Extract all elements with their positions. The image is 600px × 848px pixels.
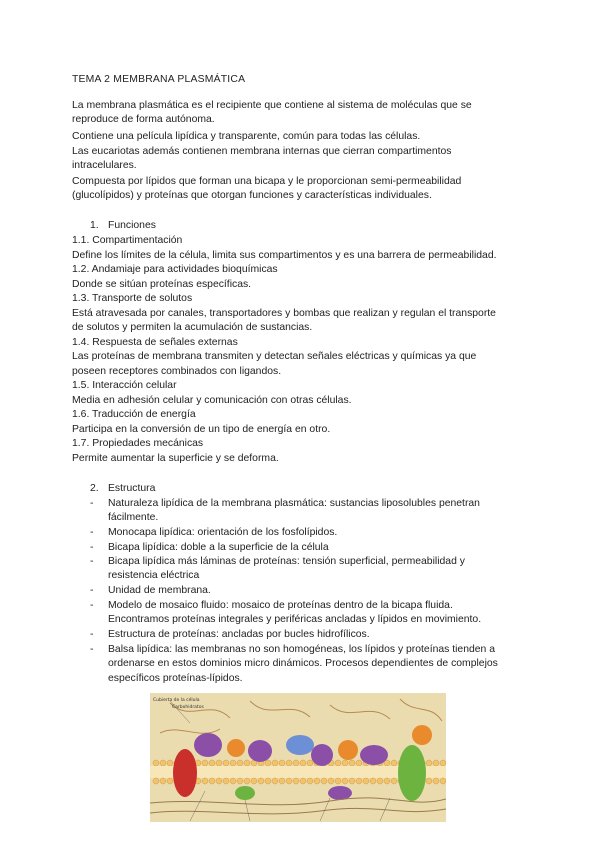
protein-purple xyxy=(360,745,388,765)
bullet-text: Modelo de mosaico fluido: mosaico de proteínas dentro de la bicapa fluida. xyxy=(108,600,453,611)
bullet-text: Bicapa lipídica: doble a la superficie de la célula xyxy=(108,542,329,553)
protein-orange xyxy=(227,739,245,757)
subsection-heading: 1.5. Interacción celular xyxy=(72,380,177,391)
intro-line: reproduce de forma autónoma. xyxy=(72,114,215,125)
subsection-heading: 1.4. Respuesta de señales externas xyxy=(72,337,238,348)
bullet-dash: - xyxy=(90,629,94,640)
subsection-heading: 1.1. Compartimentación xyxy=(72,235,183,246)
section-number: 2. xyxy=(90,483,99,494)
section-number: 1. xyxy=(90,220,99,231)
intro-line: (glucolípidos) y proteínas que otorgan funciones y características individuales. xyxy=(72,190,432,201)
bullet-dash: - xyxy=(90,600,94,611)
bullet-dash: - xyxy=(90,585,94,596)
body-line: poseen receptores combinados con ligandos. xyxy=(72,366,282,377)
subsection-heading: 1.2. Andamiaje para actividades bioquímicas xyxy=(72,264,278,275)
bullet-text: Monocapa lipídica: orientación de los fosfolípidos. xyxy=(108,527,338,538)
bullet-text: Balsa lipídica: las membranas no son homogéneas, los lípidos y proteínas tienden a xyxy=(108,644,495,655)
protein-blue xyxy=(286,735,314,755)
subsection-heading: 1.3. Transporte de solutos xyxy=(72,293,193,304)
bullet-text: Bicapa lipídica más láminas de proteínas: tensión superficial, permeabilidad y xyxy=(108,556,465,567)
protein-purple xyxy=(194,733,222,757)
bullet-dash: - xyxy=(90,644,94,655)
section-heading: Funciones xyxy=(108,220,156,231)
protein-purple xyxy=(311,744,333,766)
bullet-text: Unidad de membrana. xyxy=(108,585,211,596)
bullet-text: resistencia eléctrica xyxy=(108,570,200,581)
bullet-text: fácilmente. xyxy=(108,512,159,523)
body-line: Media en adhesión celular y comunicación con otras células. xyxy=(72,395,352,406)
bullet-dash: - xyxy=(90,498,94,509)
protein-red xyxy=(173,749,197,797)
figure-label: Carbohidratos xyxy=(172,705,204,710)
protein-purple xyxy=(248,740,272,762)
intro-line: Compuesta por lípidos que forman una bicapa y le proporcionan semi-permeabilidad xyxy=(72,176,462,187)
bullet-text: específicos proteínas-lípidos. xyxy=(108,673,243,684)
protein-purple xyxy=(328,786,352,800)
bullet-dash: - xyxy=(90,556,94,567)
membrane-illustration xyxy=(150,693,446,822)
bullet-text: Estructura de proteínas: ancladas por bucles hidrofílicos. xyxy=(108,629,370,640)
page-title: TEMA 2 MEMBRANA PLASMÁTICA xyxy=(72,74,246,85)
bullet-dash: - xyxy=(90,527,94,538)
bullet-text: Naturaleza lipídica de la membrana plasmática: sustancias liposolubles penetran xyxy=(108,498,480,509)
intro-line: La membrana plasmática es el recipiente que contiene al sistema de moléculas que se xyxy=(72,100,472,111)
bullet-dash: - xyxy=(90,542,94,553)
protein-green xyxy=(235,786,255,800)
body-line: Las proteínas de membrana transmiten y detectan señales eléctricas y químicas ya que xyxy=(72,351,477,362)
section-heading: Estructura xyxy=(108,483,156,494)
protein-orange xyxy=(338,740,358,760)
bullet-text: ordenarse en estos dominios micro dinámicos. Procesos dependientes de complejos xyxy=(108,658,498,669)
intro-line: Contiene una película lipídica y transparente, común para todas las células. xyxy=(72,131,421,142)
intro-line: intracelulares. xyxy=(72,160,137,171)
body-line: de solutos y permiten la acumulación de sustancias. xyxy=(72,322,313,333)
protein-green xyxy=(398,745,426,801)
body-line: Define los límites de la célula, limita sus compartimentos y es una barrera de permeabilidad. xyxy=(72,250,497,261)
subsection-heading: 1.7. Propiedades mecánicas xyxy=(72,438,204,449)
bullet-text: Encontramos proteínas integrales y periféricas ancladas y lípidos en movimiento. xyxy=(108,614,482,625)
body-line: Permite aumentar la superficie y se deforma. xyxy=(72,453,279,464)
protein-orange xyxy=(412,725,432,745)
body-line: Donde se sitúan proteínas específicas. xyxy=(72,279,252,290)
body-line: Está atravesada por canales, transportadores y bombas que realizan y regulan el transporte xyxy=(72,308,496,319)
figure-label: Cubierta de la célula xyxy=(153,698,200,703)
intro-line: Las eucariotas además contienen membrana internas que cierran compartimentos xyxy=(72,146,452,157)
body-line: Participa en la conversión de un tipo de energía en otro. xyxy=(72,424,331,435)
subsection-heading: 1.6. Traducción de energía xyxy=(72,409,196,420)
